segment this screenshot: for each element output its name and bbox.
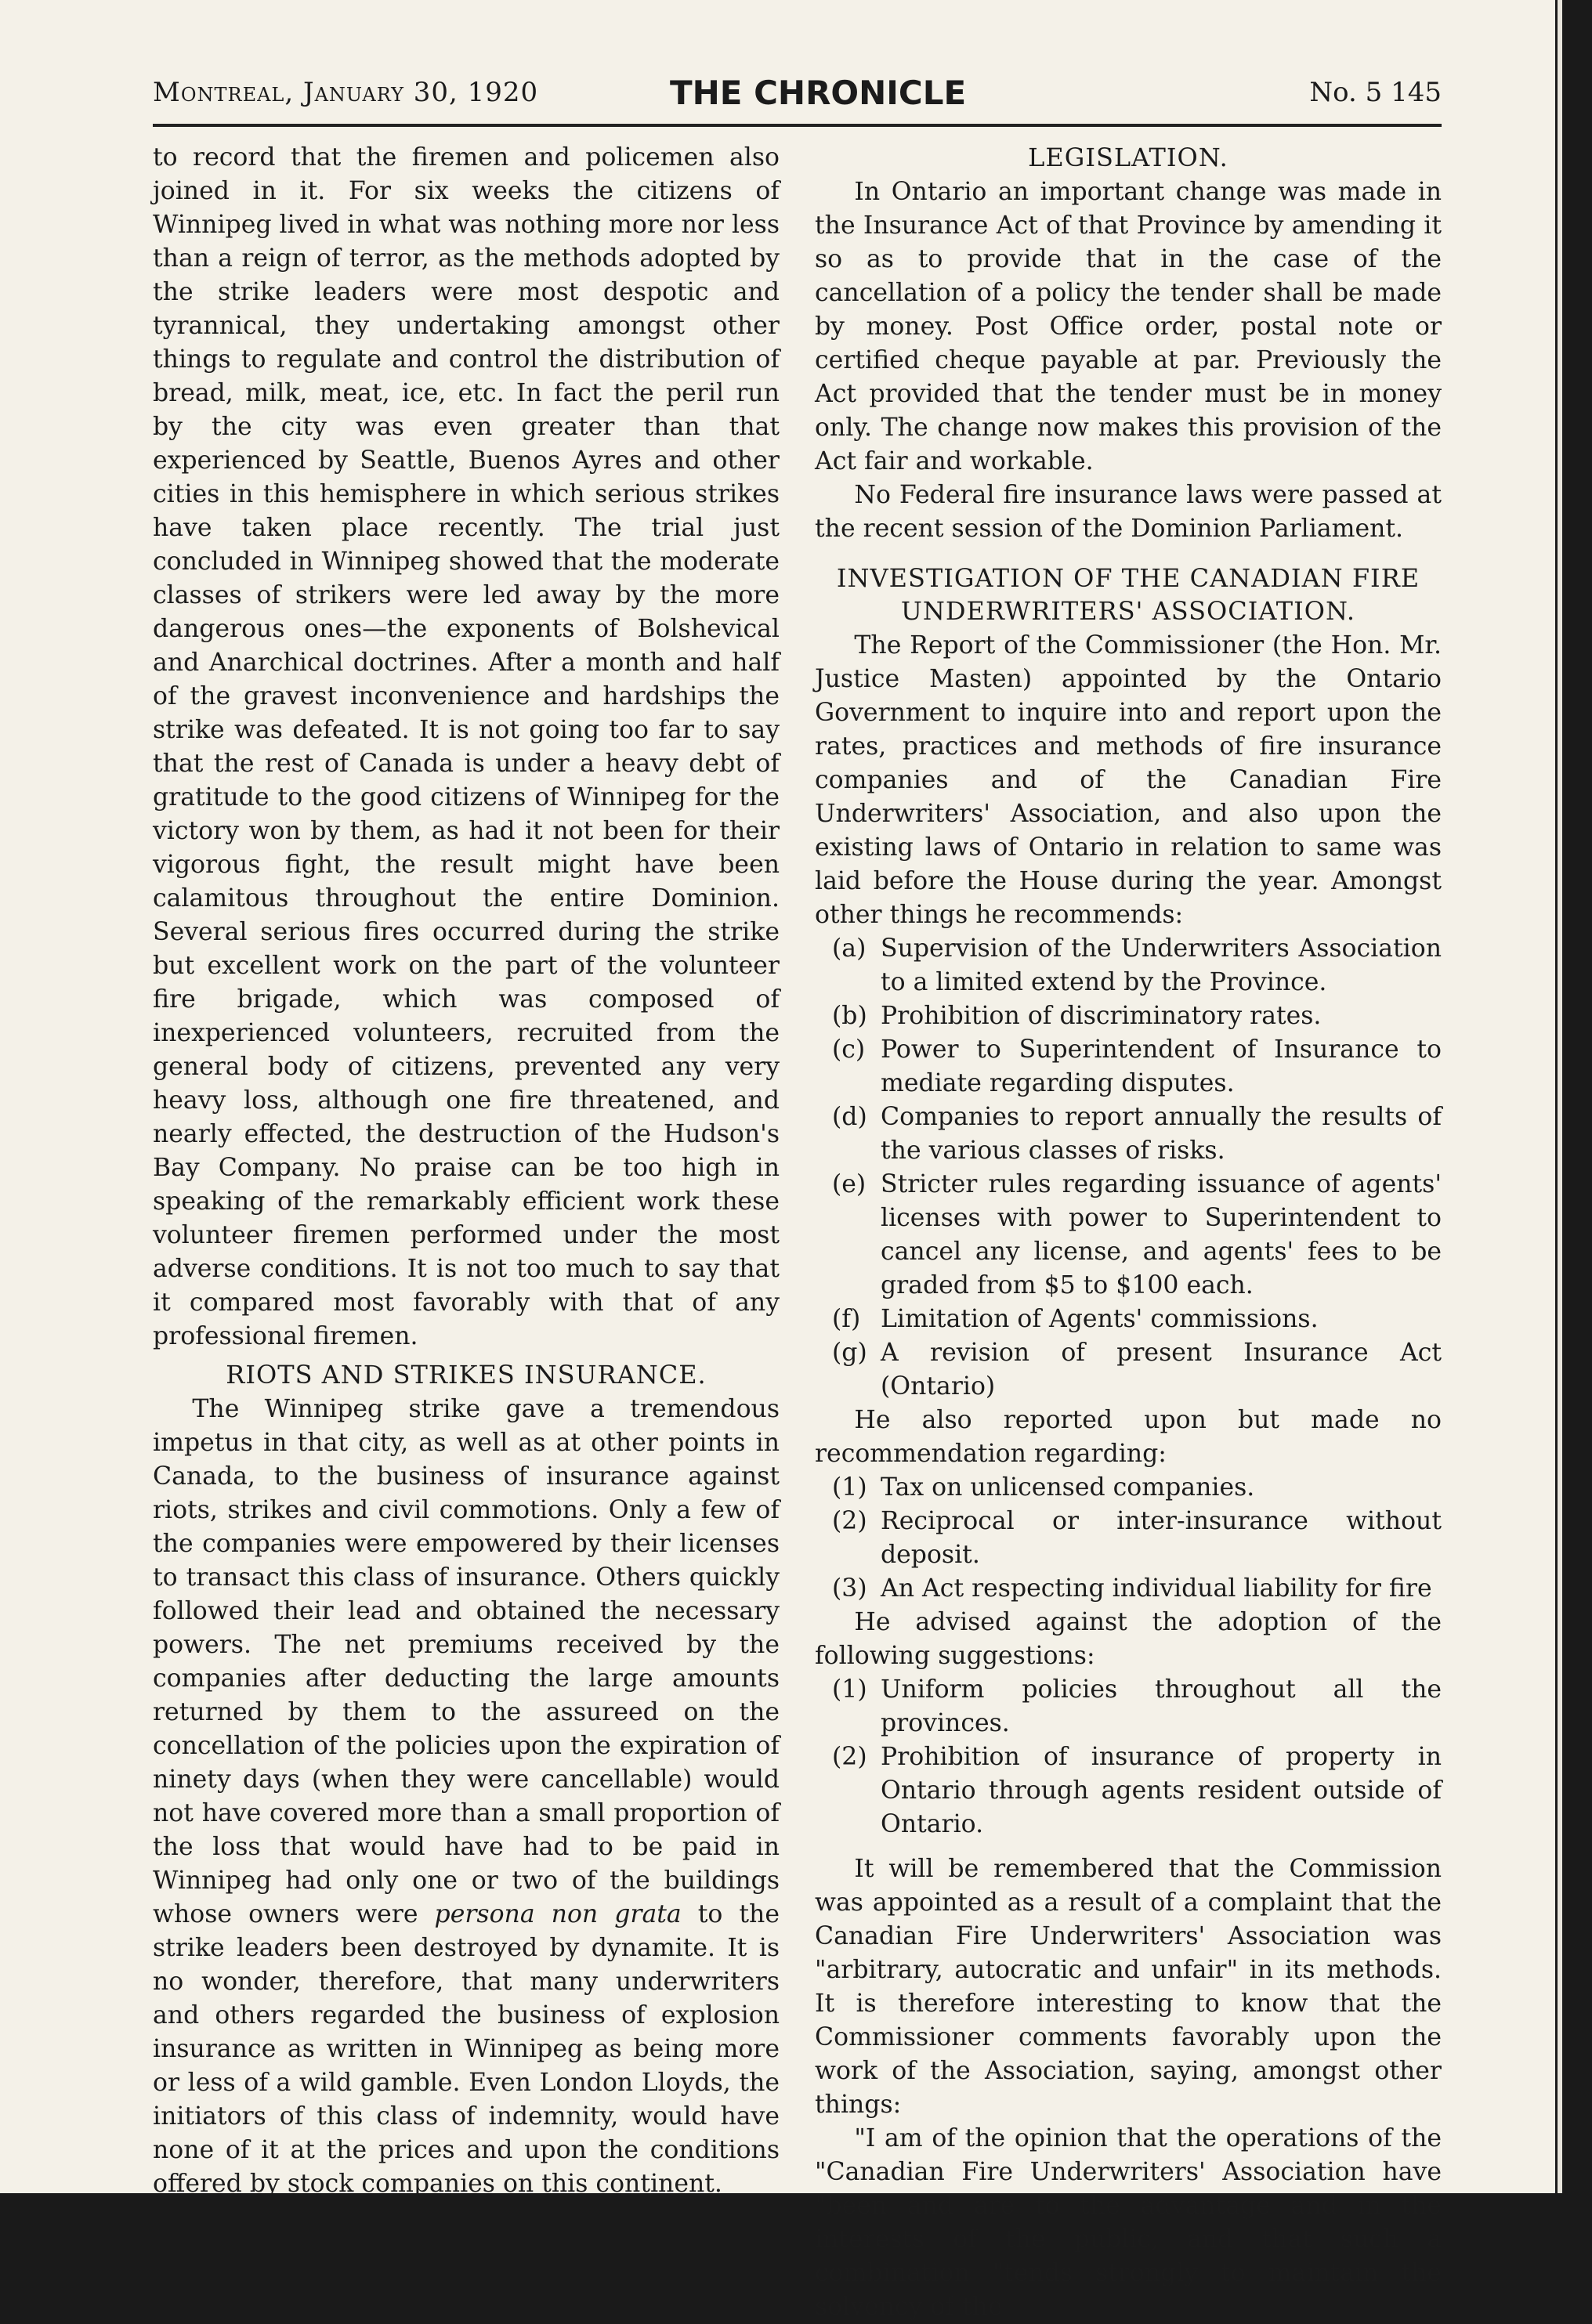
- riots-italic-phrase: persona non grata: [434, 1900, 682, 1928]
- list-item: (c) Power to Superintendent of Insurance to mediate regarding disputes.: [832, 1035, 1442, 1097]
- reported-list: [815, 1471, 1442, 1606]
- legislation-paragraph: In Ontario an important change was made in the Insurance Act of that Province by amending it so as to provide that in the case of the cancellation of a policy the tender shall be made by money. Post Office order, postal note or certified cheque payable at par. Previously the Act provided that the tender must be in money only. The change now makes this provision of the Act fair and workable.: [815, 178, 1442, 475]
- list-item: (2) Prohibition of insurance of property in Ontario through agents resident outside of Ontario.: [832, 1743, 1442, 1838]
- list-item: (a) Supervision of the Underwriters Association to a limited extend by the Province.: [832, 934, 1442, 996]
- advised-list: [815, 1673, 1442, 1841]
- advised-paragraph: He advised against the adoption of the following suggestions:: [815, 1608, 1442, 1670]
- list-item: (1) Tax on unlicensed companies.: [832, 1473, 1255, 1502]
- riots-strikes-heading: RIOTS AND STRIKES INSURANCE.: [226, 1360, 707, 1390]
- legislation-heading: LEGISLATION.: [1028, 143, 1228, 172]
- investigation-heading: INVESTIGATION OF THE CANADIAN FIRE UNDERWRITERS' ASSOCIATION.: [836, 563, 1420, 626]
- report-paragraph: The Report of the Commissioner (the Hon. Mr. Justice Masten) appointed by the Ontario Government to inquire into and report upon the rates, practices and methods of fire insurance companies and of the Canadian Fire Underwriters' Association, and also upon the existing laws of Ontario in relation to same was laid before the House during the year. Amongst other things he recommends:: [815, 631, 1442, 929]
- recommendations-list: [815, 932, 1442, 1404]
- riots-insurance-paragraph: [153, 1393, 780, 2201]
- list-item: (2) Reciprocal or inter-insurance without deposit.: [832, 1507, 1442, 1569]
- page-edge: [1558, 0, 1562, 2193]
- list-item: (d) Companies to report annually the results of the various classes of risks.: [832, 1103, 1442, 1165]
- riots-text-a: The Winnipeg strike gave a tremendous impetus in that city, as well as at other points in Canada, to the business of insurance against riots, strikes and civil commotions. Only a few of the companies were empowered by their licenses to transact this class of insurance. Others quickly followed their lead and obtained the necessary powers. The net premiums received by the companies after deducting the large amounts returned by them to the assureed on the concellation of the policies upon the expiration of ninety days (when they were cancellable) would not have covered more than a small proportion of the loss that would have had to be paid in Winnipeg had only one or two of the buildings whose owners were: [153, 1395, 780, 1928]
- list-item: (e) Stricter rules regarding issuance of agents' licenses with power to Superintendent to cancel any license, and agents' fees to be graded from $5 to $100 each.: [832, 1170, 1442, 1299]
- list-item: (f) Limitation of Agents' commissions.: [832, 1305, 1319, 1333]
- winnipeg-strike-paragraph: to record that the firemen and policemen also joined in it. For six weeks the citizens of Winnipeg lived in what was nothing more nor less than a reign of terror, as the methods adopted by the strike leaders were most despotic and tyrannical, they undertaking amongst other things to regulate and control the distribution of bread, milk, meat, ice, etc. In fact the peril run by the city was even greater than that experienced by Seattle, Buenos Ayres and other cities in this hemisphere in which serious strikes have taken place recently. The trial just concluded in Winnipeg showed that the moderate classes of strikers were led away by the more dangerous ones—the exponents of Bolshevical and Anarchical doctrines. After a month and half of the gravest inconvenience and hardships the strike was defeated. It is not going too far to say that the rest of Canada is under a heavy debt of gratitude to the good citizens of Winnipeg for the victory won by them, as had it not been for their vigorous fight, the result might have been calamitous throughout the entire Dominion. Several serious fires occurred during the strike but excellent work on the part of the volunteer fire brigade, which was composed of inexperienced volunteers, recruited from the general body of citizens, prevented any very heavy loss, although one fire threatened, and nearly effected, the destruction of the Hudson's Bay Company. No praise can be too high in speaking of the remarkably efficient work these volunteer firemen performed under the most adverse conditions. It is not too much to say that it compared most favorably with that of any professional firemen.: [153, 143, 780, 1350]
- riots-text-b: to the strike leaders been destroyed by dynamite. It is no wonder, therefore, that many underwriters and others regarded the business of explosion insurance as written in Winnipeg as being more or less of a wild gamble. Even London Lloyds, the initiators of this class of indemnity, would have none of it at the prices and upon the conditions offered by stock companies on this continent.: [153, 1900, 780, 2198]
- left-column: [153, 141, 780, 2201]
- list-item: (1) Uniform policies throughout all the provinces.: [832, 1675, 1442, 1737]
- page-header: [153, 74, 1442, 116]
- right-column: [815, 141, 1442, 2324]
- header-issue-page: No. 5 145: [1309, 77, 1442, 108]
- list-item: (b) Prohibition of discriminatory rates.: [832, 1002, 1322, 1030]
- reported-paragraph: He also reported upon but made no recommendation regarding:: [815, 1406, 1442, 1468]
- header-rule: [153, 124, 1442, 127]
- federal-laws-paragraph: No Federal fire insurance laws were passed at the recent session of the Dominion Parliament.: [815, 481, 1442, 543]
- header-date: Montreal, January 30, 1920: [153, 77, 539, 108]
- commission-paragraph: It will be remembered that the Commission was appointed as a result of a complaint that the Canadian Fire Underwriters' Association was "arbitrary, autocratic and unfair" in its methods. It is therefore interesting to know that the Commissioner comments favorably upon the work of the Association, saying, amongst other things:: [815, 1855, 1442, 2119]
- header-title: THE CHRONICLE: [670, 74, 967, 112]
- list-item: (g) A revision of present Insurance Act (Ontario): [832, 1339, 1442, 1401]
- list-item: (3) An Act respecting individual liability for fire: [832, 1574, 1432, 1603]
- commissioner-quote: "I am of the opinion that the operations of the "Canadian Fire Underwriters' Association have "been and are to the advantage and in the interests of the public, and that such a combination "tends strongly to maintain the solvency of the: [815, 2124, 1442, 2321]
